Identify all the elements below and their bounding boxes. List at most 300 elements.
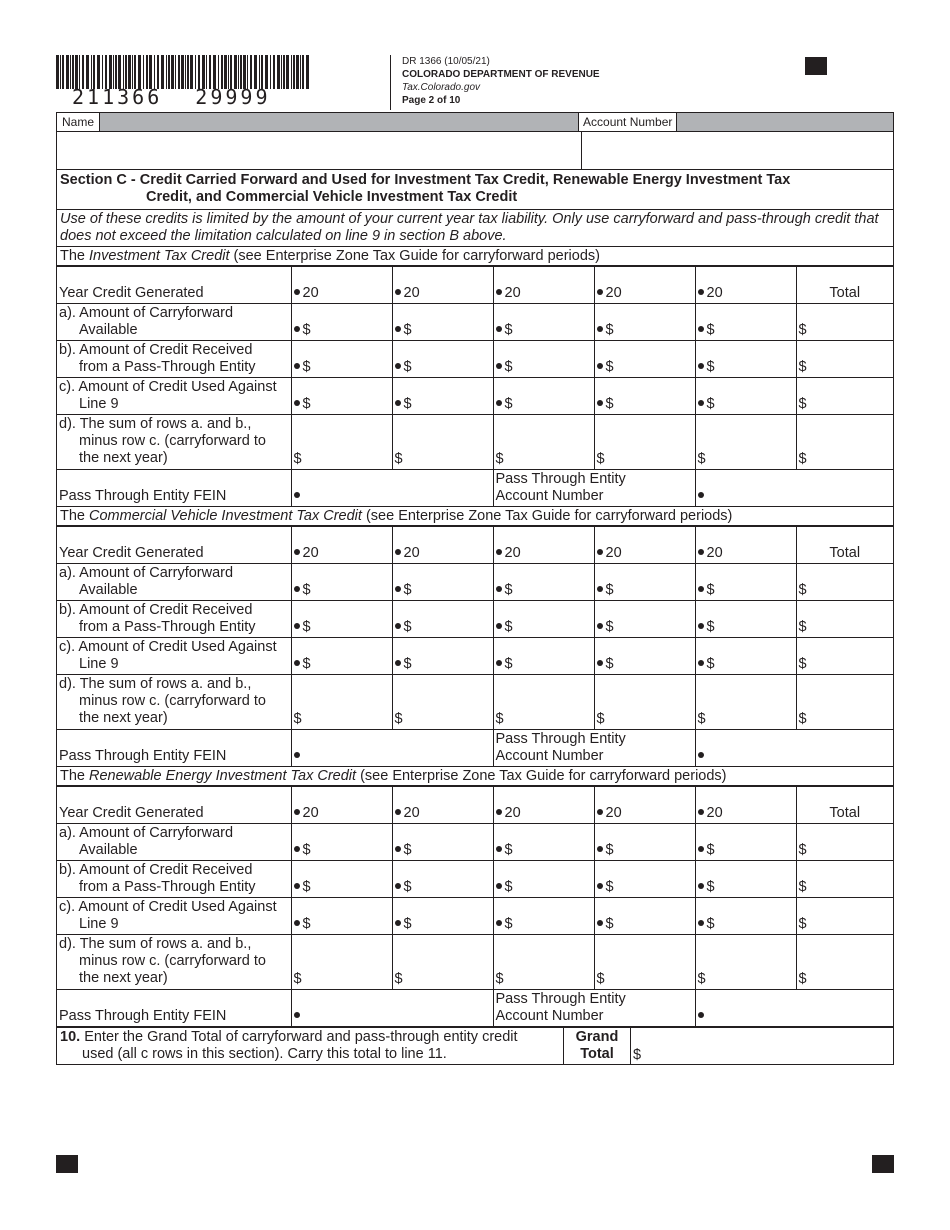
dollar-sign: $ [504,322,513,338]
dollar-sign: $ [605,359,614,375]
bullet-icon [294,400,300,406]
barcode [56,55,309,89]
row-a-carryforward-field-3[interactable] [493,824,594,861]
dollar-sign: $ [403,396,412,412]
row-c-used-field-2[interactable] [392,898,493,935]
year-field-4[interactable] [594,527,695,564]
row-c-used-field-5[interactable] [695,898,796,935]
row-label-line1: b). Amount of Credit Received [59,862,253,878]
account-number-label: Account Number [578,113,677,131]
row-label [57,564,291,601]
line-10-grand-total [57,1027,893,1064]
row-d-field-5[interactable] [695,675,796,730]
dollar-sign: $ [706,396,715,412]
barcode-number: 211366 29999 [72,85,271,109]
bullet-icon [496,809,502,815]
row-d-field-3[interactable] [493,935,594,990]
bullet-icon [395,586,401,592]
row-d-field-5[interactable] [695,415,796,470]
bullet-icon [597,289,603,295]
row-a-carryforward-field-5[interactable] [695,304,796,341]
dollar-sign: $ [605,656,614,672]
row-b-pass-through-field-2[interactable] [392,861,493,898]
dollar-sign: $ [403,916,412,932]
dollar-sign: $ [504,916,513,932]
dollar-sign: $ [302,582,311,598]
row-a-carryforward-total[interactable] [796,304,893,341]
bullet-icon [294,326,300,332]
dollar-sign: $ [504,582,513,598]
bullet-icon [698,883,704,889]
row-label-line3: the next year) [79,970,168,986]
row-d-field-5[interactable] [695,935,796,990]
row-d-field-1[interactable] [291,675,392,730]
row-c-used-field-3[interactable] [493,898,594,935]
row-label [57,304,291,341]
row-label-line2: minus row c. (carryforward to [79,693,266,709]
dollar-sign: $ [403,582,412,598]
form-id: DR 1366 (10/05/21) [402,56,490,67]
row-b-pass-through [57,341,893,378]
dollar-sign: $ [596,451,605,467]
pass-through-row [57,470,893,507]
line-10-description [57,1028,564,1064]
pte-account-field[interactable] [695,470,893,507]
row-a-carryforward [57,824,893,861]
row-label [57,638,291,675]
bullet-icon [294,660,300,666]
name-account-header [57,113,893,132]
year-field-3[interactable] [493,787,594,824]
bullet-icon [395,846,401,852]
row-a-carryforward-field-5[interactable] [695,824,796,861]
pte-account-label [493,990,695,1027]
row-b-pass-through-field-1[interactable] [291,341,392,378]
row-label [57,935,291,990]
row-label [57,378,291,415]
row-c-used-total[interactable] [796,898,893,935]
pte-account-field[interactable] [695,990,893,1027]
dollar-sign: $ [596,711,605,727]
row-label-line1: d). The sum of rows a. and b., [59,936,252,952]
row-b-pass-through-total[interactable] [796,341,893,378]
row-label-line3: the next year) [79,710,168,726]
row-b-pass-through-field-5[interactable] [695,861,796,898]
row-label-line1: c). Amount of Credit Used Against [59,379,277,395]
grand-label: Grand [575,1029,619,1045]
row-b-pass-through-field-4[interactable] [594,341,695,378]
row-label-line1: c). Amount of Credit Used Against [59,899,277,915]
dollar-sign: $ [403,656,412,672]
row-b-pass-through-field-3[interactable] [493,341,594,378]
row-label-line1: d). The sum of rows a. and b., [59,676,252,692]
bullet-icon [698,326,704,332]
bullet-icon [597,920,603,926]
commercial-vehicle-credit-heading [57,507,893,526]
label-line2: Account Number [495,488,604,504]
row-a-carryforward-field-2[interactable] [392,564,493,601]
row-label-line2: minus row c. (carryforward to [79,953,266,969]
bullet-icon [698,752,704,758]
label-line1: Pass Through Entity [495,731,626,747]
row-label-line1: b). Amount of Credit Received [59,602,253,618]
row-b-pass-through-field-3[interactable] [493,861,594,898]
bullet-icon [698,492,704,498]
row-label-line1: a). Amount of Carryforward [59,825,234,841]
dollar-sign: $ [403,842,412,858]
dollar-sign: $ [798,322,807,338]
year-prefix: 20 [504,285,521,301]
row-b-pass-through-field-3[interactable] [493,601,594,638]
dollar-sign: $ [302,322,311,338]
year-field-4[interactable] [594,267,695,304]
row-d-field-3[interactable] [493,675,594,730]
dollar-sign: $ [302,359,311,375]
row-b-pass-through-field-4[interactable] [594,861,695,898]
dollar-sign: $ [706,879,715,895]
bullet-icon [698,586,704,592]
row-label [57,861,291,898]
dollar-sign: $ [302,842,311,858]
dollar-sign: $ [302,656,311,672]
fein-field[interactable] [291,990,493,1027]
dollar-sign: $ [798,619,807,635]
bullet-icon [496,623,502,629]
row-d-field-2[interactable] [392,935,493,990]
row-label: Year Credit Generated [57,787,291,824]
bullet-icon [395,809,401,815]
fein-label: Pass Through Entity FEIN [57,990,291,1027]
row-a-carryforward [57,564,893,601]
bullet-icon [597,883,603,889]
dollar-sign: $ [302,916,311,932]
year-prefix: 20 [504,805,521,821]
bullet-icon [294,549,300,555]
dollar-sign: $ [293,451,302,467]
row-label-line2: Available [79,842,138,858]
name-label: Name [57,113,100,131]
year-prefix: 20 [403,545,420,561]
row-b-pass-through-field-5[interactable] [695,341,796,378]
year-field-1[interactable] [291,267,392,304]
year-prefix: 20 [302,285,319,301]
dollar-sign: $ [596,971,605,987]
row-a-carryforward-field-2[interactable] [392,824,493,861]
dollar-sign: $ [403,619,412,635]
year-field-2[interactable] [392,527,493,564]
dollar-sign: $ [302,619,311,635]
row-c-used-total[interactable] [796,378,893,415]
year-prefix: 20 [706,545,723,561]
bullet-icon [597,400,603,406]
pass-through-row [57,990,893,1027]
bullet-icon [496,660,502,666]
row-b-pass-through-field-1[interactable] [291,601,392,638]
total-header: Total [796,527,893,564]
dollar-sign: $ [605,879,614,895]
row-b-pass-through-field-1[interactable] [291,861,392,898]
row-b-pass-through-total[interactable] [796,601,893,638]
row-c-used-field-3[interactable] [493,378,594,415]
bullet-icon [597,586,603,592]
bullet-icon [496,883,502,889]
line-number: 10. [60,1029,81,1045]
investment-tax-credit-heading [57,247,893,266]
dollar-sign: $ [798,971,807,987]
row-a-carryforward-field-2[interactable] [392,304,493,341]
bullet-icon [597,809,603,815]
bullet-icon [294,752,300,758]
label-line1: Pass Through Entity [495,991,626,1007]
renewable-energy-credit-heading [57,767,893,786]
line-10-text-2: used (all c rows in this section). Carry this total to line 11. [82,1046,447,1062]
dollar-sign: $ [798,656,807,672]
commercial-vehicle-credit-table [57,526,893,767]
year-field-5[interactable] [695,527,796,564]
dollar-sign: $ [697,711,706,727]
dollar-sign: $ [706,916,715,932]
dollar-sign: $ [605,322,614,338]
row-c-used-field-3[interactable] [493,638,594,675]
row-a-carryforward-field-4[interactable] [594,304,695,341]
credit-name: Investment Tax Credit [89,248,230,264]
year-row [57,267,893,304]
dollar-sign: $ [605,916,614,932]
row-label-line2: from a Pass-Through Entity [79,879,256,895]
registration-mark-bottom-left [56,1155,78,1173]
dollar-sign: $ [605,582,614,598]
section-c-form [56,112,894,1065]
dollar-sign: $ [293,711,302,727]
year-field-4[interactable] [594,787,695,824]
row-c-used [57,898,893,935]
row-label-line1: b). Amount of Credit Received [59,342,253,358]
row-label-line2: minus row c. (carryforward to [79,433,266,449]
name-header-fill [100,113,578,131]
bullet-icon [698,623,704,629]
fein-field[interactable] [291,470,493,507]
row-d-field-6[interactable] [796,675,893,730]
row-a-carryforward [57,304,893,341]
dollar-sign: $ [706,842,715,858]
row-c-used-field-5[interactable] [695,378,796,415]
bullet-icon [395,400,401,406]
row-d-carryforward-next-year [57,415,893,470]
dollar-sign: $ [504,656,513,672]
row-label-line3: the next year) [79,450,168,466]
year-field-5[interactable] [695,267,796,304]
dollar-sign: $ [798,879,807,895]
year-field-1[interactable] [291,527,392,564]
year-prefix: 20 [302,805,319,821]
bullet-icon [395,289,401,295]
grand-total-field[interactable] [631,1028,893,1064]
bullet-icon [395,883,401,889]
bullet-icon [294,883,300,889]
dollar-sign: $ [394,971,403,987]
row-d-field-1[interactable] [291,935,392,990]
row-a-carryforward-field-5[interactable] [695,564,796,601]
fein-label: Pass Through Entity FEIN [57,470,291,507]
row-d-field-4[interactable] [594,675,695,730]
row-label-line2: Line 9 [79,656,119,672]
pass-through-row [57,730,893,767]
dollar-sign: $ [706,322,715,338]
row-label-line2: Line 9 [79,396,119,412]
dollar-sign: $ [706,582,715,598]
row-a-carryforward-field-4[interactable] [594,824,695,861]
row-b-pass-through-field-2[interactable] [392,601,493,638]
row-a-carryforward-field-3[interactable] [493,564,594,601]
row-d-field-2[interactable] [392,415,493,470]
row-c-used [57,378,893,415]
row-label [57,824,291,861]
dollar-sign: $ [403,359,412,375]
department-name: COLORADO DEPARTMENT OF REVENUE [402,69,600,80]
pte-account-label [493,470,695,507]
row-label: Year Credit Generated [57,267,291,304]
dollar-sign: $ [403,879,412,895]
dollar-sign: $ [495,711,504,727]
bullet-icon [496,400,502,406]
dollar-sign: $ [706,656,715,672]
bullet-icon [395,549,401,555]
year-prefix: 20 [706,285,723,301]
bullet-icon [294,846,300,852]
bullet-icon [698,363,704,369]
bullet-icon [294,289,300,295]
row-c-used-field-4[interactable] [594,378,695,415]
credit-name: Commercial Vehicle Investment Tax Credit [89,508,362,524]
row-label [57,341,291,378]
dollar-sign: $ [633,1047,642,1063]
row-d-field-3[interactable] [493,415,594,470]
account-number-field[interactable] [582,132,893,169]
renewable-energy-credit-table [57,786,893,1027]
section-title-line2: Credit, and Commercial Vehicle Investment Tax Credit [146,189,518,205]
bullet-icon [698,660,704,666]
dollar-sign: $ [504,619,513,635]
row-c-used-field-1[interactable] [291,378,392,415]
row-c-used-field-5[interactable] [695,638,796,675]
year-field-5[interactable] [695,787,796,824]
row-b-pass-through-field-5[interactable] [695,601,796,638]
row-c-used-field-4[interactable] [594,898,695,935]
year-field-3[interactable] [493,267,594,304]
year-field-2[interactable] [392,267,493,304]
dollar-sign: $ [495,971,504,987]
row-b-pass-through-field-2[interactable] [392,341,493,378]
line-10-text-1: Enter the Grand Total of carryforward and pass-through entity credit [80,1029,518,1045]
dollar-sign: $ [798,842,807,858]
website: Tax.Colorado.gov [402,82,481,93]
dollar-sign: $ [605,619,614,635]
bullet-icon [294,809,300,815]
page-number: Page 2 of 10 [402,95,461,106]
row-label-line2: from a Pass-Through Entity [79,619,256,635]
row-label-line2: Available [79,582,138,598]
bullet-icon [395,623,401,629]
bullet-icon [597,846,603,852]
row-d-field-4[interactable] [594,415,695,470]
row-b-pass-through-total[interactable] [796,861,893,898]
row-a-carryforward-total[interactable] [796,564,893,601]
year-prefix: 20 [302,545,319,561]
bullet-icon [294,1012,300,1018]
year-field-3[interactable] [493,527,594,564]
row-c-used-total[interactable] [796,638,893,675]
row-d-field-1[interactable] [291,415,392,470]
dollar-sign: $ [302,396,311,412]
row-c-used-field-1[interactable] [291,898,392,935]
dollar-sign: $ [697,451,706,467]
dollar-sign: $ [706,619,715,635]
row-c-used-field-2[interactable] [392,638,493,675]
name-field[interactable] [57,132,582,169]
year-prefix: 20 [403,285,420,301]
row-c-used-field-1[interactable] [291,638,392,675]
bullet-icon [294,586,300,592]
row-b-pass-through-field-4[interactable] [594,601,695,638]
bullet-icon [597,623,603,629]
year-prefix: 20 [504,545,521,561]
row-c-used-field-4[interactable] [594,638,695,675]
row-d-field-6[interactable] [796,415,893,470]
year-field-1[interactable] [291,787,392,824]
row-d-carryforward-next-year [57,675,893,730]
label-line2: Account Number [495,1008,604,1024]
bullet-icon [496,846,502,852]
bullet-icon [294,363,300,369]
row-d-field-4[interactable] [594,935,695,990]
dollar-sign: $ [394,451,403,467]
dollar-sign: $ [798,451,807,467]
row-d-field-2[interactable] [392,675,493,730]
pte-account-field[interactable] [695,730,893,767]
row-label-line1: a). Amount of Carryforward [59,565,234,581]
bullet-icon [496,363,502,369]
section-title [57,170,893,210]
grand-total-label [564,1028,631,1064]
row-label-line1: d). The sum of rows a. and b., [59,416,252,432]
row-c-used-field-2[interactable] [392,378,493,415]
fein-field[interactable] [291,730,493,767]
heading-prefix: The [60,508,90,524]
bullet-icon [597,549,603,555]
year-field-2[interactable] [392,787,493,824]
dollar-sign: $ [302,879,311,895]
dollar-sign: $ [504,359,513,375]
row-a-carryforward-field-4[interactable] [594,564,695,601]
row-a-carryforward-total[interactable] [796,824,893,861]
row-a-carryforward-field-1[interactable] [291,304,392,341]
dollar-sign: $ [504,879,513,895]
year-prefix: 20 [605,545,622,561]
section-note: Use of these credits is limited by the amount of your current year tax liability. Only use carryforward and pass-through credit that does not exceed the limitation calculated on line 9 in section B above. [57,210,893,247]
row-d-field-6[interactable] [796,935,893,990]
row-label-line2: Available [79,322,138,338]
row-a-carryforward-field-1[interactable] [291,824,392,861]
row-a-carryforward-field-1[interactable] [291,564,392,601]
commercial-vehicle-credit-block [57,507,893,767]
row-d-carryforward-next-year [57,935,893,990]
row-label [57,415,291,470]
row-a-carryforward-field-3[interactable] [493,304,594,341]
bullet-icon [294,920,300,926]
row-c-used [57,638,893,675]
dollar-sign: $ [798,916,807,932]
renewable-energy-credit-block [57,767,893,1027]
